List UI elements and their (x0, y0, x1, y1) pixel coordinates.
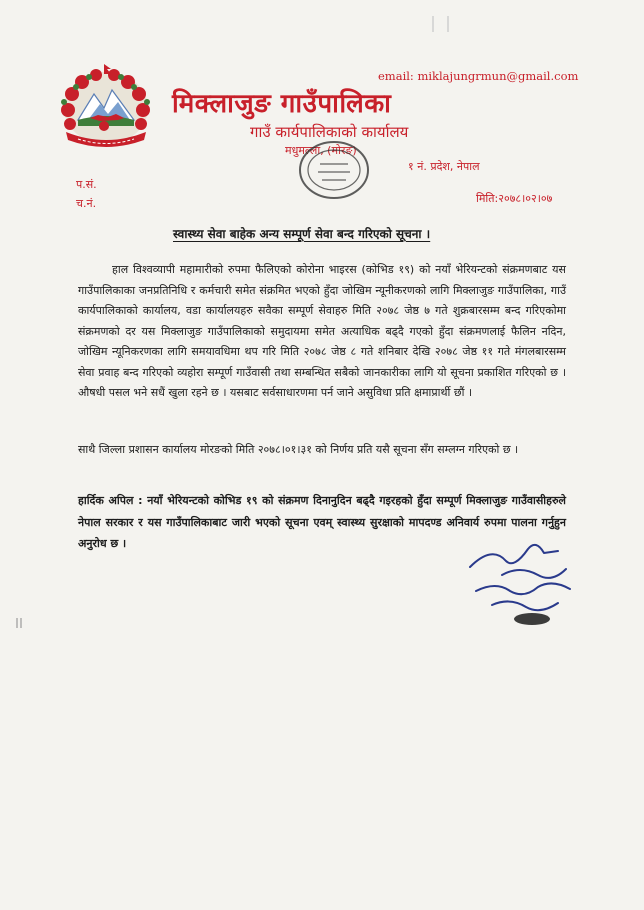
office-name: गाउँ कार्यपालिकाको कार्यालय (250, 123, 409, 141)
dispatch-number-label: च.नं. (76, 197, 97, 210)
nepal-emblem-icon (48, 60, 164, 152)
email-address: email: miklajungrmun@gmail.com (378, 69, 579, 83)
letter-date: मिति:२०७८।०२।०७ (476, 192, 553, 205)
office-stamp-icon (290, 136, 378, 202)
scan-mark-icon (430, 14, 452, 34)
scan-mark-icon (14, 616, 24, 630)
office-location: मधुमल्ला, (मोरङ) (285, 144, 357, 157)
appeal-label: हार्दिक अपिल : (78, 494, 143, 507)
notice-paragraph-2: साथै जिल्ला प्रशासन कार्यालय मोरङको मिति २०७८।०१।३१ को निर्णय प्रति यसै सूचना सँग सम्लग्न गरिएको छ । (78, 443, 519, 456)
notice-title: स्वास्थ्य सेवा बाहेक अन्य सम्पूर्ण सेवा बन्द गरिएको सूचना । (173, 227, 431, 241)
province-line: १ नं. प्रदेश, नेपाल (408, 160, 480, 173)
appeal-text: नयाँ भेरियन्टको कोभिड १९ को संक्रमण दिनानुदिन बढ्दै गइरहको हुँदा सम्पूर्ण मिक्लाजुङ गाउँवासीहरुले नेपाल सरकार र यस गाउँपालिकाबाट जारी भएको सूचना एवम् स्वास्थ्य सुरक्षाको मापदण्ड अनिवार्य रुपमा पालना गर्नुहुन अनुरोध छ । (78, 494, 566, 550)
signature-icon (462, 535, 584, 627)
notice-paragraph-1: हाल विश्वव्यापी महामारीको रुपमा फैलिएको कोरोना भाइरस (कोभिड १९) को नयाँ भेरियन्टको संक्रमणबाट यस गाउँपालिकाका जनप्रतिनिधि र कर्मचारी समेत संक्रमित भएको हुँदा जोखिम न्यूनीकरणको लागि मिक्लाजुङ गाउँपालिका, गाउँ कार्यपालिकाको कार्यालय, वडा कार्यालयहरु सवैका सम्पूर्ण सेवाहरु मिति २०७८ जेष्ठ ७ गते शुक्रबारसम्म बन्द गरिएकोमा संक्रमणको दर यस मिक्लाजुङ गाउँपालिकाको समुदायमा समेत अत्याधिक बढ्दै गएको हुँदा संक्रमणलाई फैलिन नदिन, जोखिम न्यूनिकरणका लागि समयावधिमा थप गरि मिति २०७८ जेष्ठ ८ गते शनिबार देखि २०७८ जेष्ठ ११ गते मंगलबारसम्म सेवा प्रवाह बन्द गरिएको व्यहोरा सम्पूर्ण गाउँवासी तथा सम्बन्धित सबैको जानकारीका लागि यो सूचना प्रकाशित गरिएको छ । औषधी पसल भने सधैं खुला रहने छ । यसबाट सर्वसाधारणमा पर्न जाने असुविधा प्रति क्षमाप्रार्थी छौं । (78, 263, 566, 399)
municipality-name: मिक्लाजुङ गाउँपालिका (172, 89, 392, 119)
letter-number-label: प.सं. (76, 178, 97, 191)
